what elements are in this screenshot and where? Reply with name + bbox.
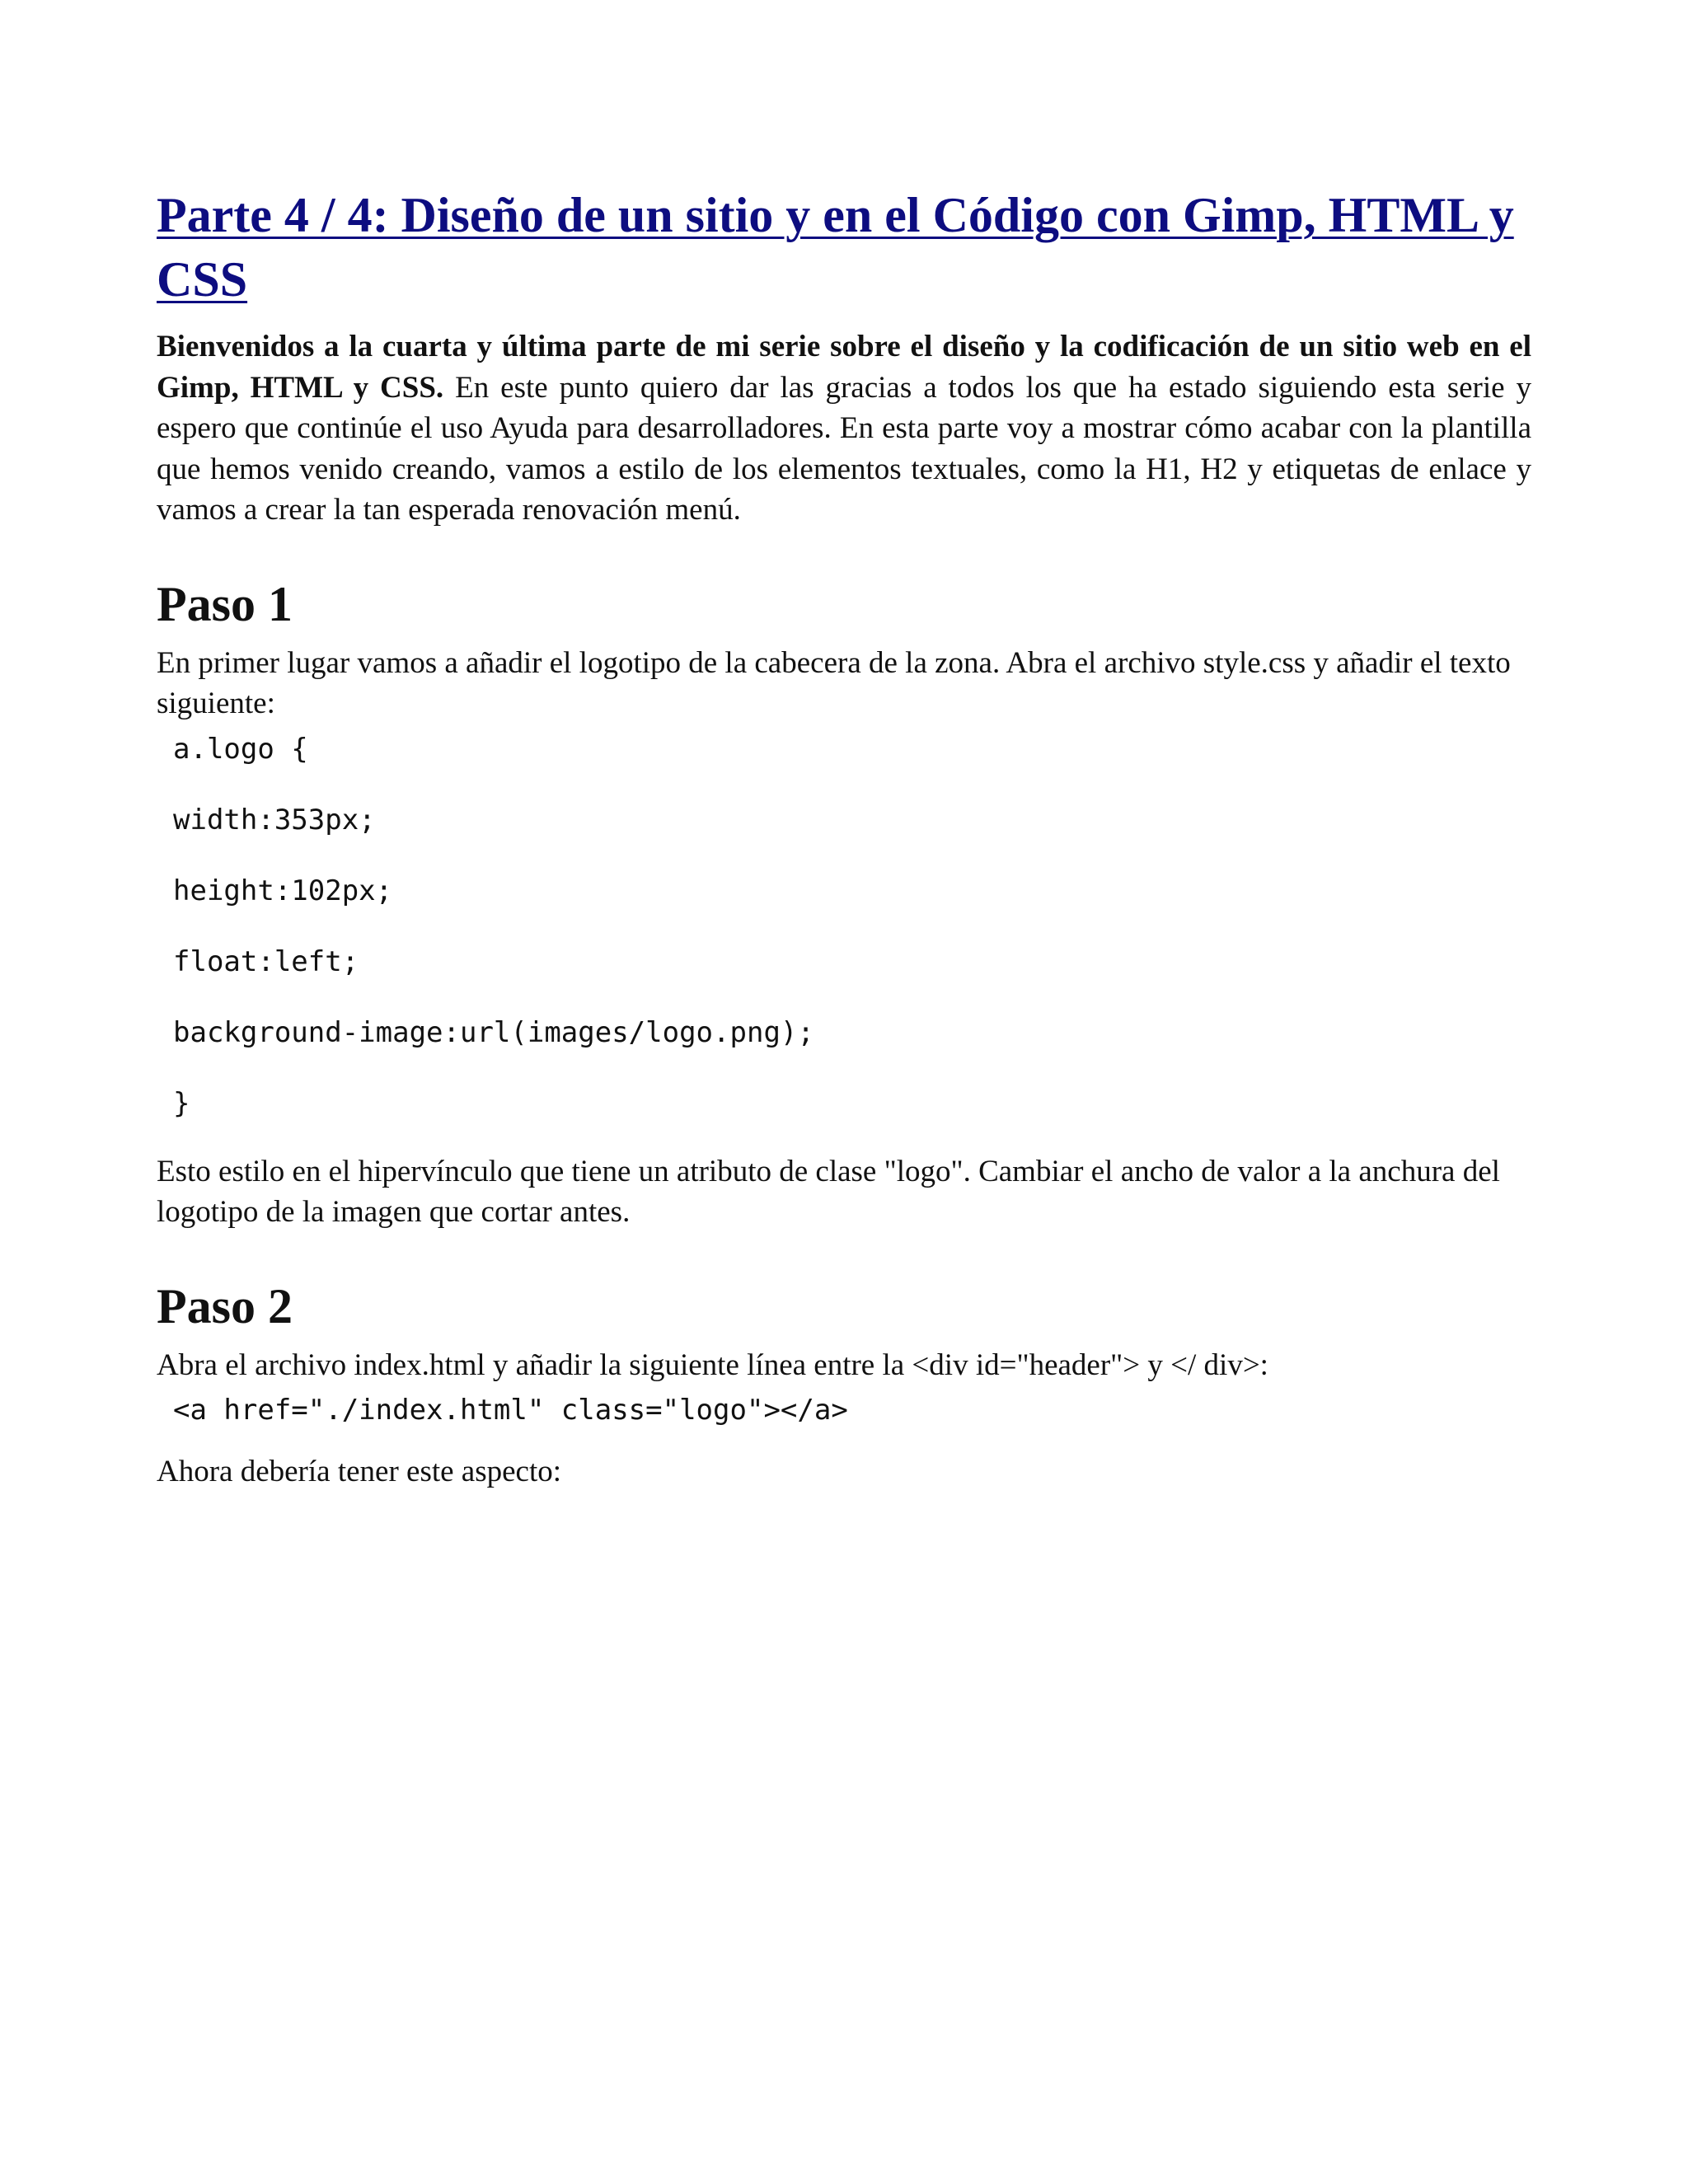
code-line: a.logo { xyxy=(173,732,308,766)
step1-text: En primer lugar vamos a añadir el logotipo de la cabecera de la zona. Abra el archivo style.css y añadir el texto siguiente: xyxy=(157,645,1511,720)
code-line: height:102px; xyxy=(173,874,393,907)
document-page xyxy=(157,183,1531,1493)
step2-code-line: <a href="./index.html" class="logo"></a> xyxy=(173,1394,848,1427)
step2-heading: Paso 2 xyxy=(157,1278,293,1333)
code-line: width:353px; xyxy=(173,803,376,837)
page-title xyxy=(157,183,1531,312)
step1-after-text: Esto estilo en el hipervínculo que tiene un atributo de clase "logo". Cambiar el ancho de valor a la anchura del logotipo de la imagen que cortar antes. xyxy=(157,1154,1500,1229)
step1-heading: Paso 1 xyxy=(157,576,293,631)
code-line: } xyxy=(173,1086,190,1120)
intro-text: En este punto quiero dar las gracias a todos los que ha estado siguiendo esta serie y espero que continúe el uso Ayuda para desarrolladores. En esta parte voy a mostrar cómo acabar con la plantilla que hemos venido creando, vamos a estilo de los elementos textuales, como la H1, H2 y etiquetas de enlace y vamos a crear la tan esperada renovación menú. xyxy=(157,370,1532,527)
step1-code-block xyxy=(173,733,1531,1127)
intro-paragraph xyxy=(157,326,1531,531)
step2-after-text: Ahora debería tener este aspecto: xyxy=(157,1455,562,1488)
intro-bold: Bienvenidos a la cuarta y última parte de mi serie sobre el diseño y la codificación de un sitio web en el Gimp, HTML y CSS. xyxy=(157,330,1531,405)
title-link[interactable]: Parte 4 / 4: Diseño de un sitio y en el Código con Gimp, HTML y CSS xyxy=(157,188,1514,307)
step2-text: Abra el archivo index.html y añadir la siguiente línea entre la <div id="header"> y </ div>: xyxy=(157,1347,1268,1382)
code-line: float:left; xyxy=(173,944,359,978)
code-line: background-image:url(images/logo.png); xyxy=(173,1015,814,1049)
